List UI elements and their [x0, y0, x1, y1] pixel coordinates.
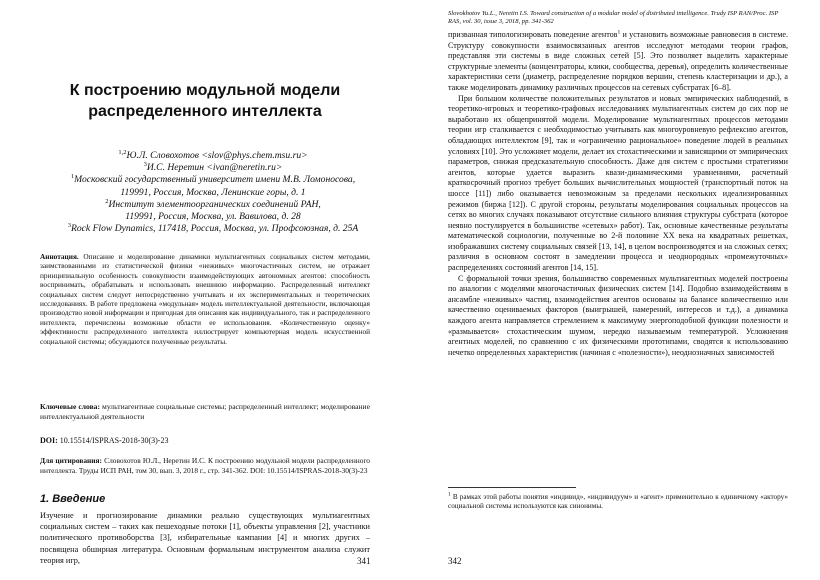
author-affiliations — [52, 150, 374, 235]
footnote-divider — [448, 487, 576, 488]
citation — [40, 456, 370, 475]
body-paragraph-3: С формальной точки зрения, большинство современных мультиагентных моделей построены по аналогии с моделями многочастичных физических систем [14]. Подобно взаимодействиям в ансамбле «неживых» частиц, взаимодействия агентов основаны на балансе количественно или качественно оцениваемых факторов (выигрышей, намерений, интересов и т.д.), а динамика каждого агента направляется стремлением к максимуму энергоподобной функции полезности и «размывается» стохастическим шумом, нередко называемым температурой. Усложнения агентных моделей, по сравнению с их физическими прототипами, сводятся к использованию нечетко определенных характеристик (начиная с «полезности»), неоднозначных зависимостей — [448, 273, 788, 357]
page-number-right: 342 — [448, 556, 462, 566]
section-heading: 1. Введение — [40, 493, 106, 505]
doi — [40, 436, 370, 446]
body-paragraph-1: призванная типологизировать поведение агентов$^1$ и установить возможные равновесия в системе. Структуру совокупности взаимосвязанных агентов исследуют методами теории графов, представляя эти системы в виде сложных сетей [5]. Это позволяет выделить характерные структурные элементы (концентраторы, клики, сообщества, деревья), определить количественные характеристики сети (диаметр, распределение порядков вершин, степень кластеризации и др.), а также моделировать динамику различных процессов на сетевых субстратах [6–8]. — [448, 29, 788, 92]
abstract — [40, 252, 370, 346]
footnote-text: В рамках этой работы понятия «индивид», «индивидуум» и «агент» применительно к единичному «актору» социальной системы используются как синонимы. — [448, 493, 788, 511]
footnote-mark: 1 — [448, 491, 451, 498]
citation-text: Словохотов Ю.Л., Неретин И.С. К построению модульной модели распределенного интеллекта. Труды ИСП РАН, том 30, вып. 3, 2018 г., стр. 341-362. DOI: 10.15514/ISPRAS-2018-30(3)-23 — [40, 456, 370, 475]
author-line-1: $^{1,2}$Ю.Л. Словохотов <slov@phys.chem.msu.ru> — [118, 148, 308, 161]
body-paragraph-2: При большом количестве положительных результатов и новых эмпирических наблюдений, в теоретико-игровых и теоретико-графовых исследованиях мультиагентных систем до сих пор не выработано их общепринятой модели. Моделирование мультиагентных процессов методами теории игр сталкивается с необходимостью учитывать как многоуровневую рефлексию агентов, обладающих интеллектом [9], так и «ограниченно рациональное» поведение людей в реальных условиях [10]. Это усложняет модели, делает их стохастическими и зависящими от эмпирических параметров, снижая предсказательную способность. Даже для систем с простыми стратегиями агентов, которые удается выразить квази-динамическими уравнениями, расчетный краткосрочный прогноз требует больших вычислительных мощностей (транспортный поток на шоссе [11]) либо оказывается невозможным за пределами нескольких идеализированных режимов (биржа [12]). С другой стороны, результаты моделирования социальных процессов на сетях во многих случаях показывают отсутствие сильного влияния структуры субстрата (которое неявно постулируется в большинстве «сетевых» работ). Так, основные качественные результаты математической социологии, полученные во 2-й половине ХХ века на квадратных решетках, изображавших систему социальных связей [13, 14], в целом воспроизводятся и на сложных сетях; различия в основном состоят в замедлении процесса и неоднородных «промежуточных» распределениях состояний агентов [14, 15]. — [448, 93, 788, 273]
affiliation-line-2: 119991, Россия, Москва, Ленинские горы, д. 1 — [120, 186, 306, 198]
keywords-text: мультиагентные социальные системы; распределенный интеллект; моделирование интеллектуальной деятельности — [40, 402, 370, 421]
right-page — [410, 0, 820, 580]
doi-label: DOI: — [40, 436, 58, 445]
author-line-2: $^3$И.С. Неретин <ivan@neretin.ru> — [143, 161, 283, 174]
citation-label: Для цитирования: — [40, 456, 103, 465]
footnote-reference: 1 — [617, 29, 621, 36]
doi-value: 10.15514/ISPRAS-2018-30(3)-23 — [59, 436, 169, 445]
body-text — [448, 30, 788, 358]
running-head: Slovokhotov Yu.L., Neretin I.S. Toward construction of a modular model of distributed intelligence. Trudy ISP RAN/Proc. ISP RAS, vol. 30, issue 3, 2018, pp. 341-362 — [448, 10, 779, 26]
abstract-text: Описание и моделирование динамики мультиагентных социальных систем методами, заимствованными из статистической физики «неживых» многочастичных систем, не отражает принципиальную особенность совокупности взаимодействующих автономных агентов: способность воспринимать, обрабатывать и использовать внешнюю информацию. Распределенный интеллект социальных систем следует непосредственно учитывать и их экспериментальных и теоретических исследованиях. В работе предложена «модульная» модель интеллектуальной деятельности, включающая производство новой информации и пригодная для описания как индивидуального, так и распределенного интеллекта, перечислены возможные области ее использования. «Количественную оценку» эффективности распределенного интеллекта иллюстрирует компьютерная модель искусственной социальной системы; обсуждаются полученные результаты. — [40, 252, 370, 346]
affiliation-line-1: $^1$Московский государственный университет имени М.В. Ломоносова, — [70, 173, 356, 186]
paper-title: К построению модульной модели распределенного интеллекта — [69, 82, 341, 120]
keywords — [40, 402, 370, 422]
affiliation-line-3: $^2$Институт элементоорганических соединений РАН, — [105, 197, 321, 210]
intro-paragraph: Изучение и прогнозирование динамики реально существующих мультиагентных социальных систем – таких как пешеходные потоки [1], объекты управления [2], участники политического противоборства [3], избирательные кампании [4] и многих других – посвящена обширная литература. Основным формальным инструментом анализа служит теория игр, — [40, 511, 370, 565]
affiliation-line-5: $^3$Rock Flow Dynamics, 117418, Россия, Москва, ул. Профсоюзная, д. 25А — [67, 222, 359, 235]
affiliation-line-4: 119991, Россия, Москва, ул. Вавилова, д. 28 — [125, 211, 301, 223]
keywords-label: Ключевые слова: — [40, 402, 101, 411]
abstract-label: Аннотация. — [40, 252, 79, 261]
footnote — [448, 493, 788, 512]
page-number-left: 341 — [357, 556, 371, 566]
